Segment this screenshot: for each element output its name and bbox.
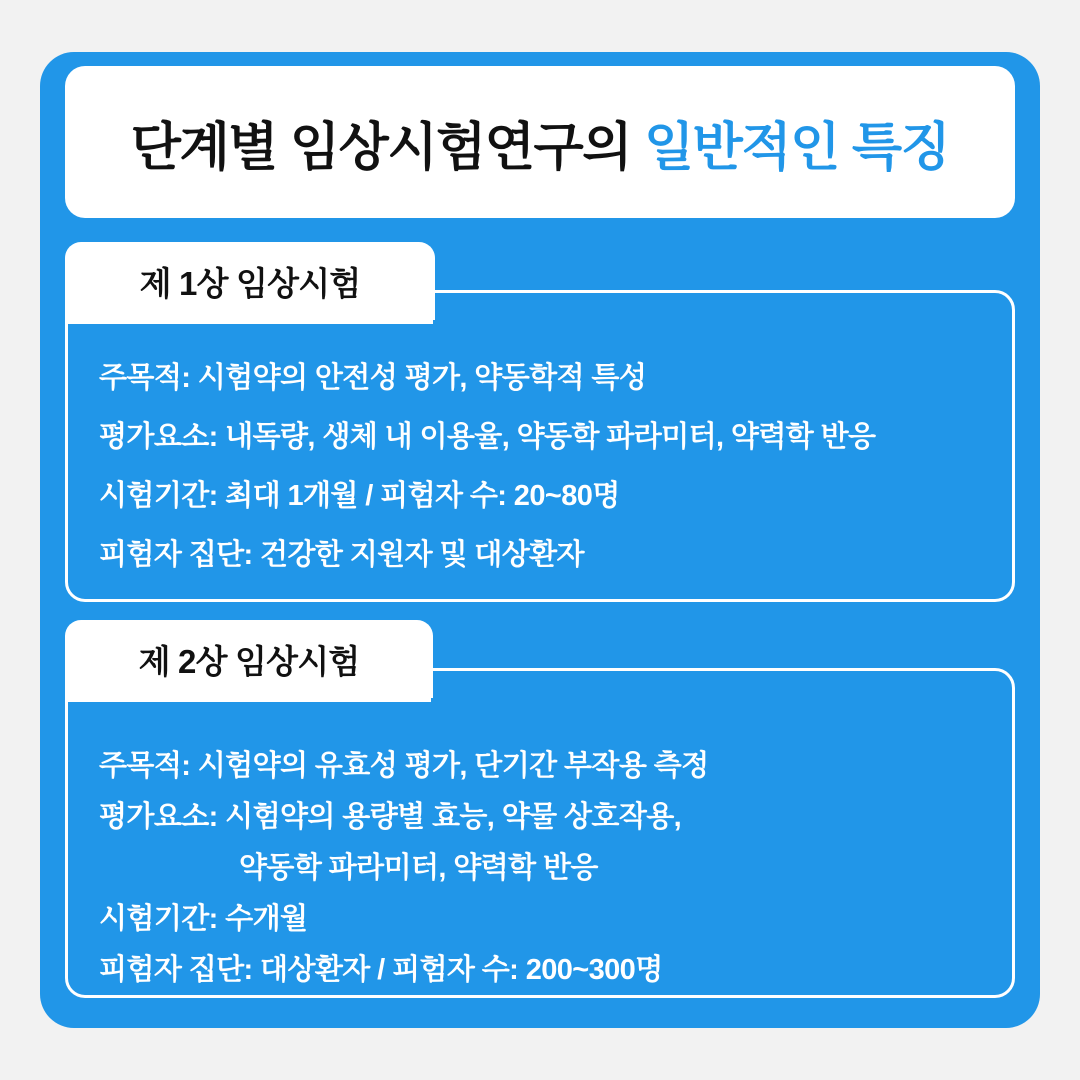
phase-2-tab-label: 제 2상 임상시험: [138, 642, 360, 680]
page-title: [131, 105, 950, 180]
phase-2-line-2: 평가요소: 시험약의 용량별 효능, 약물 상호작용,: [99, 801, 682, 833]
phase-1-line-2: 평가요소: 내독량, 생체 내 이용율, 약동학 파라미터, 약력학 반응: [99, 421, 876, 453]
info-card: [40, 52, 1040, 1028]
phase-section-1: [65, 242, 1015, 602]
phase-2-lines: [65, 620, 1015, 985]
title-plate: [65, 66, 1015, 218]
phase-2-line-1: 주목적: 시험약의 유효성 평가, 단기간 부작용 측정: [99, 750, 709, 782]
phase-2-line-4: 시험기간: 수개월: [99, 903, 308, 935]
page-title-accent: 일반적인 특징: [643, 118, 950, 177]
phase-section-2: [65, 620, 1015, 998]
phase-1-line-4: 피험자 집단: 건강한 지원자 및 대상환자: [99, 539, 584, 571]
phase-2-line-5: 피험자 집단: 대상환자 / 피험자 수: 200~300명: [99, 954, 663, 986]
page-title-main: 단계별 임상시험연구의: [130, 118, 644, 177]
phase-1-tab-label: 제 1상 임상시험: [139, 264, 361, 302]
phase-2-line-3: 약동학 파라미터, 약력학 반응: [239, 852, 598, 884]
phase-1-line-3: 시험기간: 최대 1개월 / 피험자 수: 20~80명: [99, 480, 620, 512]
phase-1-line-1: 주목적: 시험약의 안전성 평가, 약동학적 특성: [99, 362, 647, 394]
phase-1-lines: [65, 242, 1015, 570]
